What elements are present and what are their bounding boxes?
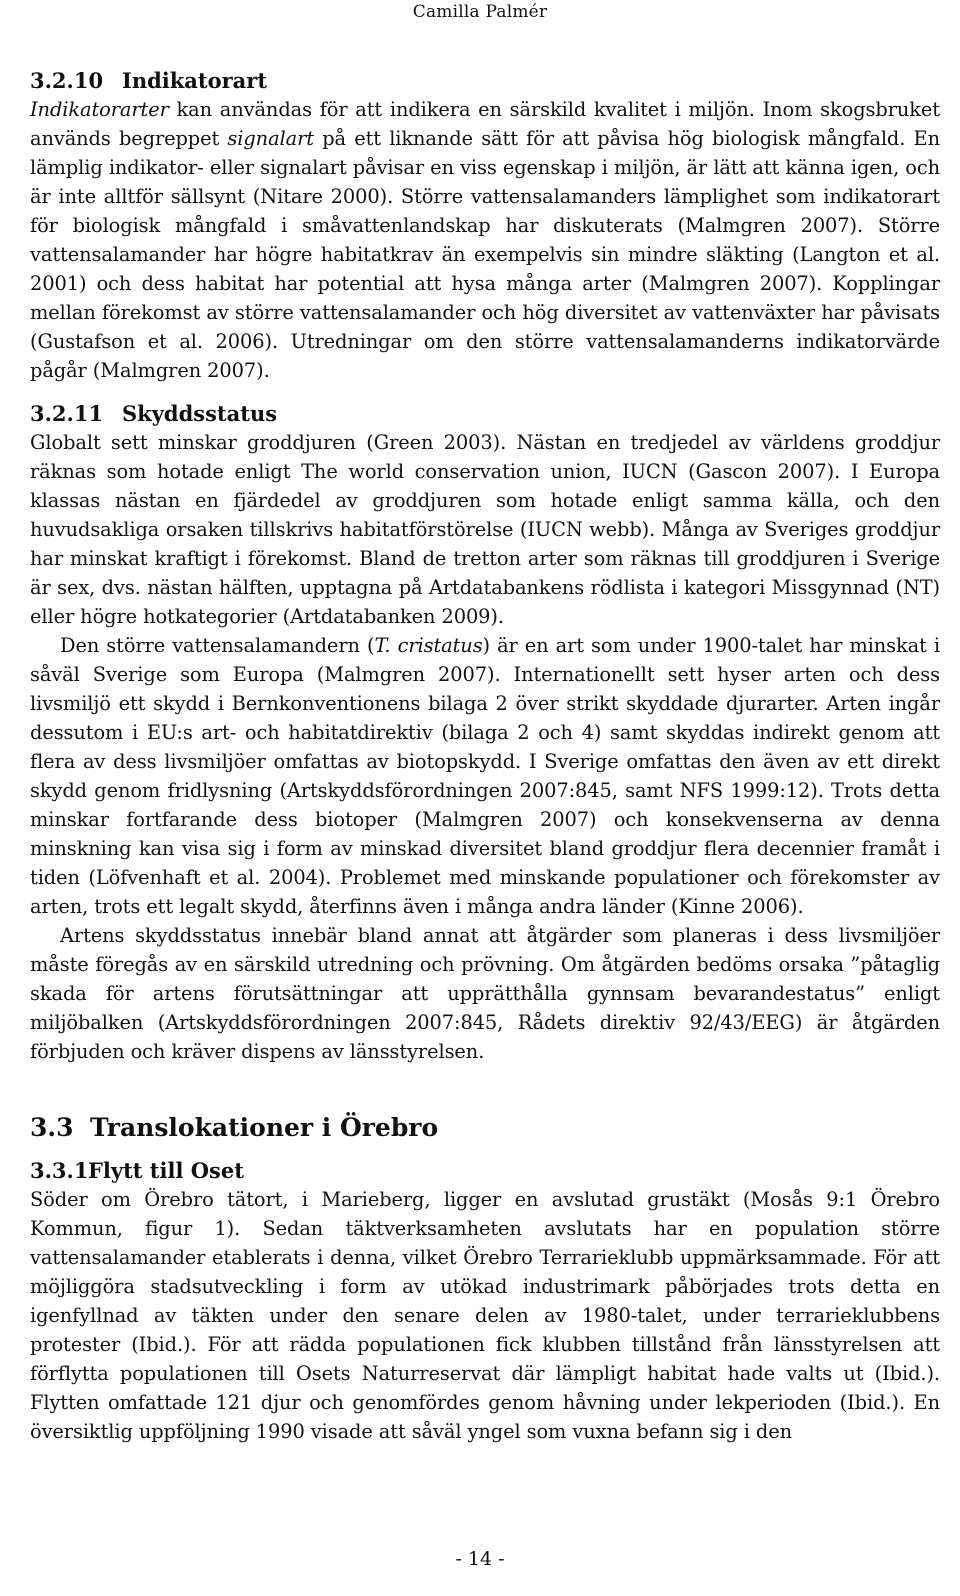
- page-body: [30, 62, 940, 1446]
- paragraph-text: på ett liknande sätt för att påvisa hög biologisk mångfald. En lämplig indikator- eller signalart påvisar en viss egenskap i miljön, är lätt att känna igen, och är inte alltför sällsynt (Nitare 2000). Större vattensalamanders lämplighet som indikatorart för biologisk mångfald i småvattenlandskap har diskuterats (Malmgren 2007). Större vattensalamander har högre habitatkrav än exempelvis sin mindre släkting (Langton et al. 2001) och dess habitat har potential att hysa många arter (Malmgren 2007). Kopplingar mellan förekomst av större vattensalamander och hög diversitet av vattenväxter har påvisats (Gustafson et al. 2006). Utredningar om den större vattensalamanderns indikatorvärde pågår (Malmgren 2007).: [30, 127, 940, 382]
- heading-3-3: [30, 1110, 940, 1146]
- heading-3-2-10: [30, 66, 940, 95]
- heading-3-3-1: [30, 1156, 940, 1185]
- heading-title: Skyddsstatus: [122, 401, 278, 426]
- paragraph-text: ) är en art som under 1900-talet har minskat i såväl Sverige som Europa (Malmgren 2007). Internationellt sett hyser arten och dess livsmiljö ett skydd i Bernkonventionens bilaga 2 över strikt skyddade djurarter. Arten ingår dessutom i EU:s art- och habitatdirektiv (bilaga 2 och 4) samt skyddas indirekt genom att flera av dess livsmiljöer omfattas av biotopskydd. I Sverige omfattas den även av ett direkt skydd genom fridlysning (Artskyddsförordningen 2007:845, samt NFS 1999:12). Trots detta minskar fortfarande dess biotoper (Malmgren 2007) och konsekvenserna av denna minskning kan visa sig i form av minskad diversitet bland groddjur flera decennier framåt i tiden (Löfvenhaft et al. 2004). Problemet med minskande populationer och förekomster av arten, trots ett legalt skydd, återfinns även i många andra länder (Kinne 2006).: [30, 634, 941, 918]
- heading-3-2-11: [30, 399, 940, 428]
- term-t-cristatus: T. cristatus: [374, 634, 483, 657]
- paragraph-skyddsstatus-3: Artens skyddsstatus innebär bland annat att åtgärder som planeras i dess livsmiljöer måste föregås av en särskild utredning och prövning. Om åtgärden bedöms orsaka ”påtaglig skada för artens förutsättningar att upprätthålla gynnsam bevarandestatus” enligt miljöbalken (Artskyddsförordningen 2007:845, Rådets direktiv 92/43/EEG) är åtgärden förbjuden och kräver dispens av länsstyrelsen.: [30, 924, 940, 1063]
- term-indikatorarter: Indikatorarter: [30, 98, 169, 121]
- heading-number: 3.3: [30, 1113, 74, 1142]
- paragraph-text: Den större vattensalamandern (: [60, 634, 375, 657]
- term-signalart: signalart: [227, 127, 314, 150]
- paragraph-skyddsstatus-2: [30, 631, 940, 921]
- heading-number: 3.2.10: [30, 68, 104, 93]
- heading-title: Indikatorart: [122, 68, 268, 93]
- paragraph-text: kan användas för att indikera en särskild kvalitet i miljön. Inom skogsbruket används begreppet: [30, 98, 940, 150]
- heading-title: Flytt till Oset: [88, 1158, 244, 1183]
- heading-number: 3.3.1: [30, 1158, 89, 1183]
- heading-title: Translokationer i Örebro: [90, 1113, 439, 1142]
- paragraph-flytt-till-oset: Söder om Örebro tätort, i Marieberg, ligger en avslutad grustäkt (Mosås 9:1 Örebro Kommun, figur 1). Sedan täktverksamheten avslutats har en population större vattensalamander etablerats i denna, vilket Örebro Terrarieklubb uppmärksammade. För att möjliggöra stadsutveckling i form av utökad industrimark påbörjades trots detta en igenfyllnad av täkten under den senare delen av 1980-talet, under terrarieklubbens protester (Ibid.). För att rädda populationen fick klubben tillstånd från länsstyrelsen att förflytta populationen till Osets Naturreservat där lämpligt habitat hade valts ut (Ibid.). Flytten omfattade 121 djur och genomfördes genom håvning under lekperioden (Ibid.). En översiktlig uppföljning 1990 visade att såväl yngel som vuxna befann sig i den: [30, 1188, 940, 1443]
- paragraph-skyddsstatus-1: Globalt sett minskar groddjuren (Green 2003). Nästan en tredjedel av världens groddjur räknas som hotade enligt The world conservation union, IUCN (Gascon 2007). I Europa klassas nästan en fjärdedel av groddjuren som hotade enligt samma källa, och den huvudsakliga orsaken tillskrivs habitatförstörelse (IUCN webb). Många av Sveriges groddjur har minskat kraftigt i förekomst. Bland de tretton arter som räknas till groddjuren i Sverige är sex, dvs. nästan hälften, upptagna på Artdatabankens rödlista i kategori Missgynnad (NT) eller högre hotkategorier (Artdatabanken 2009).: [30, 431, 940, 628]
- paragraph-indikatorart: [30, 95, 940, 385]
- running-header-author: Camilla Palmér: [412, 2, 548, 22]
- page-number: - 14 -: [455, 1548, 505, 1570]
- heading-number: 3.2.11: [30, 401, 104, 426]
